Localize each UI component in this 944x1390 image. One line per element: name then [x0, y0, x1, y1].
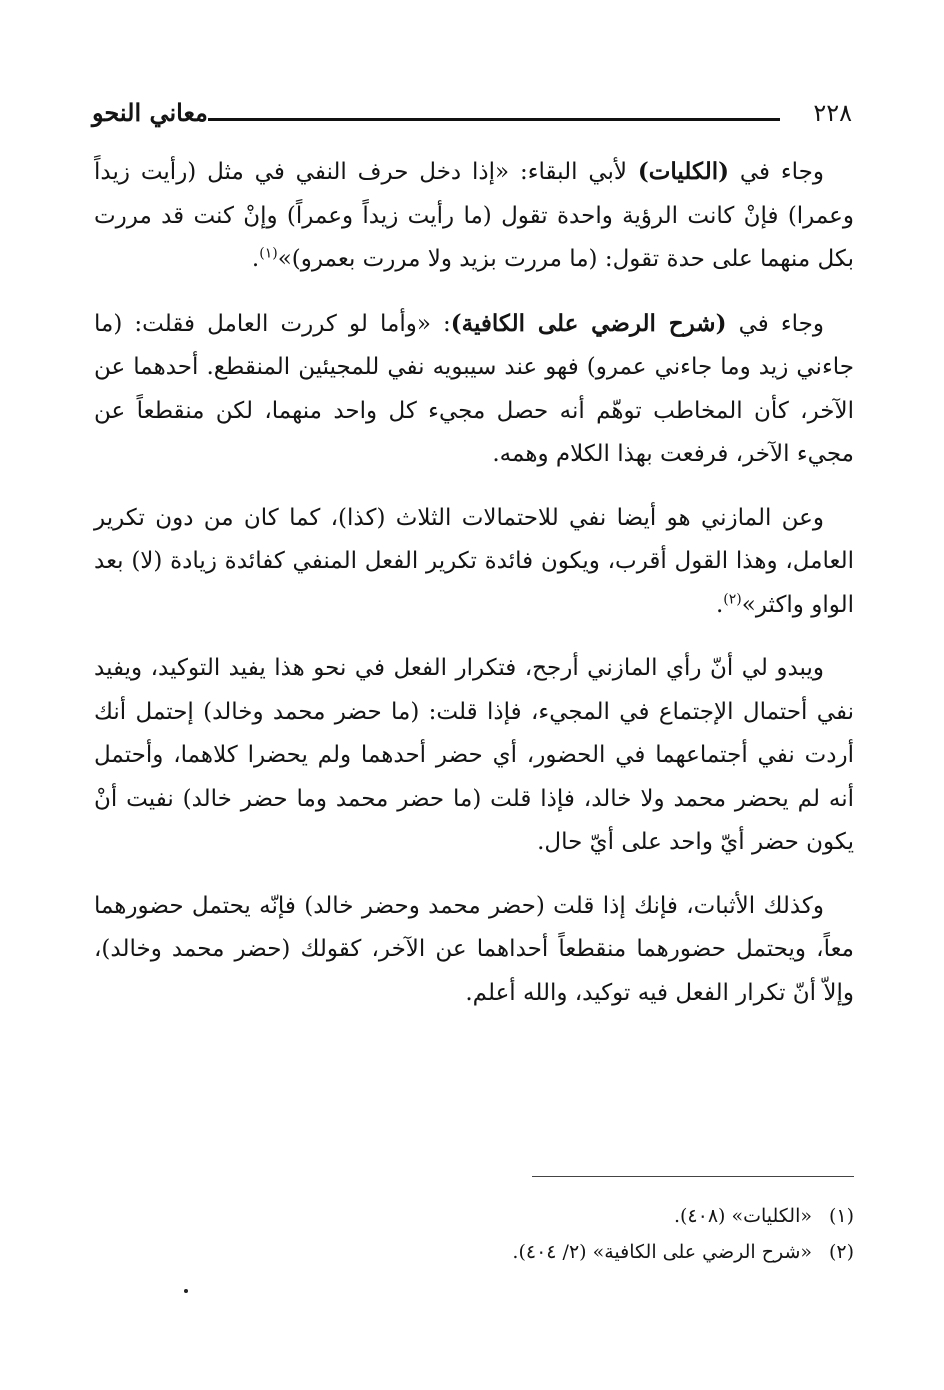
footnote-2-marker: (٢): [828, 1241, 854, 1263]
paragraph-5-text: وكذلك الأثبات، فإنك إذا قلت (حضر محمد وحضر خالد) فإنّه يحتمل حضورهما معاً، ويحتمل حضورهما منقطعاً أحداهما عن الآخر، كقولك (حضر محمد وخالد)، وإلاّ أنّ تكرار الفعل فيه توكيد، والله أعلم.: [94, 892, 854, 1006]
paragraph-5: [94, 885, 854, 1016]
stray-dot: [184, 1289, 188, 1293]
footnote-separator: [532, 1176, 854, 1177]
paragraph-4-text: ويبدو لي أنّ رأي المازني أرجح، فتكرار الفعل في نحو هذا يفيد التوكيد، ويفيد نفي أحتمال الإجتماع في المجيء، فإذا قلت: (ما حضر محمد وخالد) إحتمل أنك أردت نفي أجتماعهما في الحضور، أي حضر أحدهما ولم يحضرا كلاهما، وأحتمل أنه لم يحضر محمد ولا خالد، فإذا قلت (ما حضر محمد وما حضر خالد) نفيت أنْ يكون حضر أيّ واحد على أيّ حال.: [94, 655, 854, 855]
header-rule: [208, 118, 780, 121]
footnote-1: [300, 1198, 854, 1234]
paragraph-2-intro: وجاء في: [726, 310, 825, 337]
main-text: [94, 150, 854, 1035]
footnote-2: [300, 1234, 854, 1270]
paragraph-1-source: (الكليات): [637, 158, 729, 185]
paragraph-1-text: لأبي البقاء: «إذا دخل حرف النفي في مثل (رأيت زيداً وعمرا) فإنْ كانت الرؤية واحدة تقول (ما رأيت زيداً وعمراً) وإنْ كنت قد مررت بكل منهما على حدة تقول: (ما مررت بزيد ولا مررت بعمرو)»: [94, 159, 854, 272]
footnote-reference-2: (٢): [723, 590, 742, 607]
footnotes: [300, 1198, 854, 1270]
paragraph-3-end: .: [715, 591, 724, 618]
paragraph-3-text: وعن المازني هو أيضا نفي للاحتمالات الثلاث (كذا)، كما كان من دون تكرير العامل، وهذا القول أقرب، ويكون فائدة تكرير الفعل المنفي كفائدة زيادة (لا) بعد الواو واكثر»: [94, 504, 854, 618]
paragraph-3: [94, 497, 854, 628]
running-title: معاني النحو: [92, 98, 208, 127]
paragraph-1-end: .: [251, 246, 260, 272]
footnote-1-text: «الكليات» (٤٠٨).: [673, 1205, 812, 1227]
paragraph-2: [94, 302, 854, 477]
page-header: [92, 92, 852, 136]
footnote-reference-1: (١): [259, 245, 278, 262]
paragraph-1: [94, 150, 854, 282]
page-number: ٢٢٨: [813, 99, 852, 127]
footnote-2-text: «شرح الرضي على الكافية» (٢/ ٤٠٤).: [512, 1241, 812, 1263]
paragraph-2-text: : «وأما لو كررت العامل فقلت: (ما جاءني زيد وما جاءني عمرو) فهو عند سيبويه نفي للمجيئين المنقطع. أحدهما عن الآخر، كأن المخاطب توهّم أنه حصل مجيء كل واحد منهما، لكن منقطعاً عن مجيء الآخر، فرفعت بهذا الكلام وهمه.: [94, 310, 854, 467]
paragraph-2-source: (شرح الرضي على الكافية): [450, 309, 727, 337]
paragraph-4: [94, 647, 854, 865]
footnote-1-marker: (١): [828, 1205, 854, 1227]
paragraph-1-intro: وجاء في: [728, 159, 824, 185]
